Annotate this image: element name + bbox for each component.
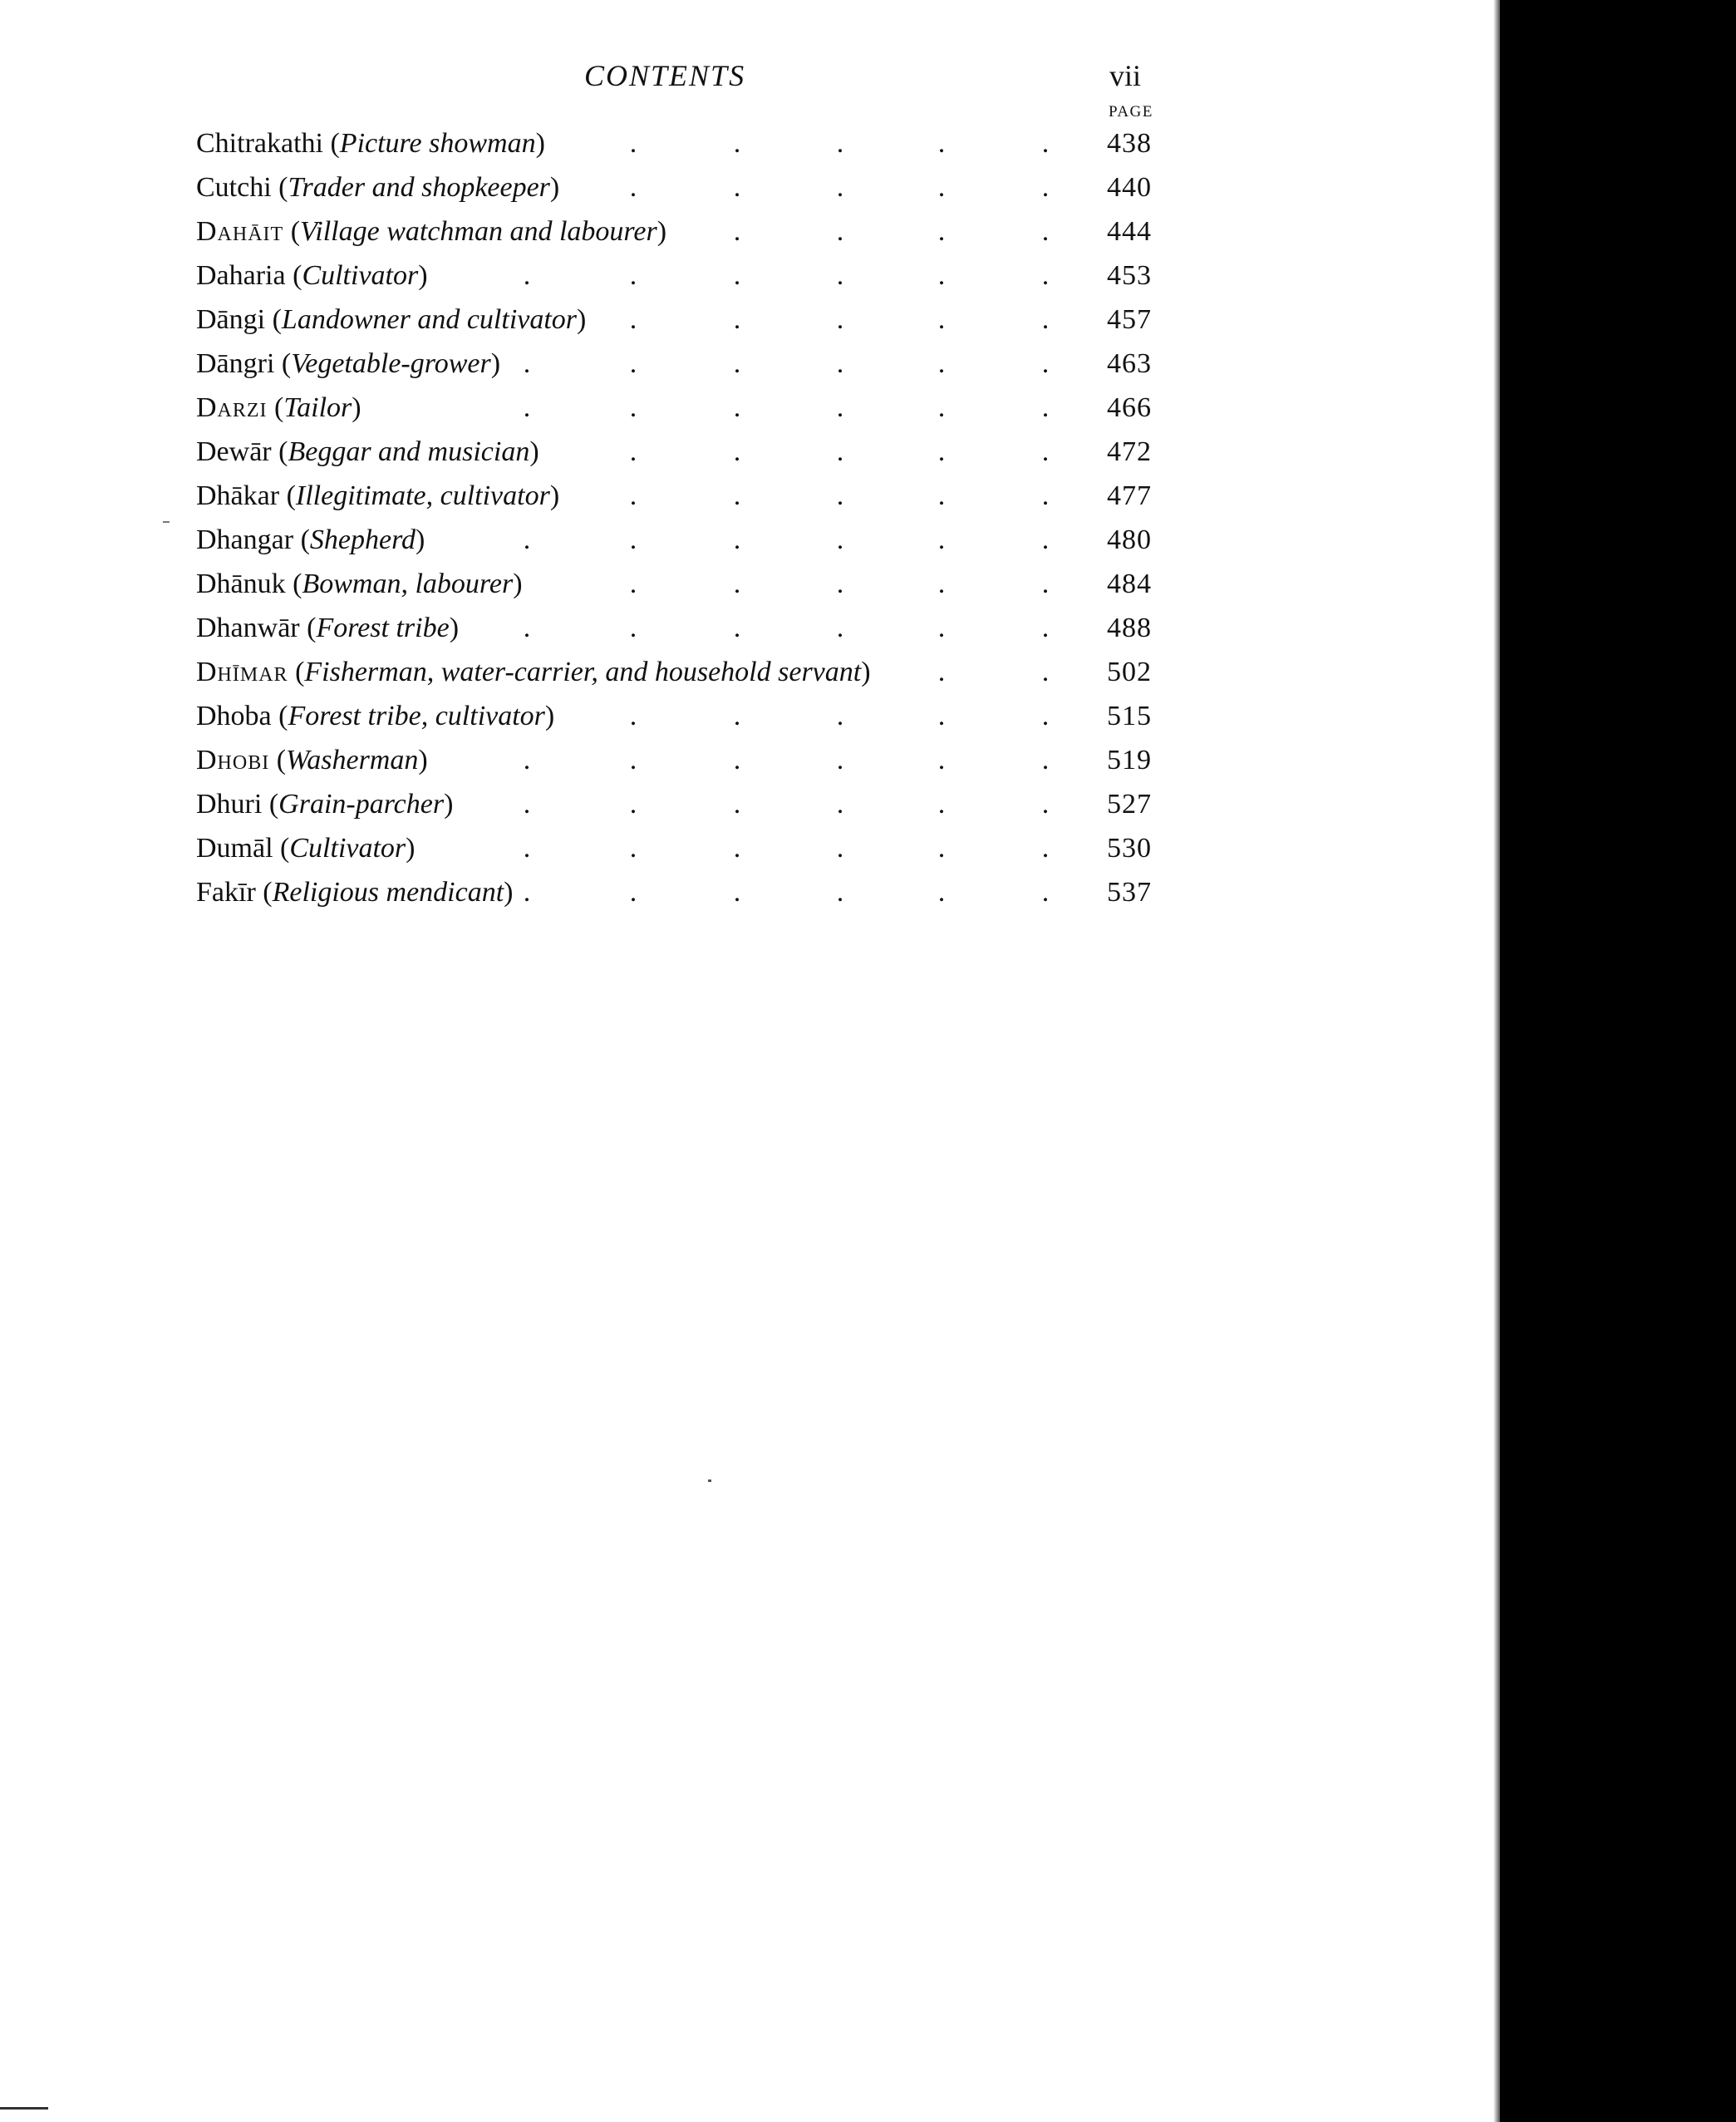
dot-leader: . — [523, 392, 531, 423]
dot-leader: . — [523, 348, 531, 379]
dot-leader: . — [937, 436, 946, 467]
dot-leader: . — [733, 569, 741, 599]
entry-page: 444 — [1107, 216, 1152, 247]
entry-description: Forest tribe, cultivator — [288, 701, 545, 731]
contents-entry: Dhākar (Illegitimate, cultivator) 477 . . . . . — [196, 474, 1160, 518]
dot-leader: . — [733, 789, 741, 820]
dot-leader: . — [937, 789, 946, 820]
entry-description: Shepherd — [309, 524, 416, 555]
margin-mark — [163, 521, 170, 523]
dot-leader: . — [937, 569, 946, 599]
dot-leader: . — [937, 657, 946, 687]
entry-page: 530 — [1107, 833, 1152, 864]
entry-name: Cutchi — [196, 172, 272, 203]
dot-leader: . — [836, 260, 844, 291]
contents-entry: Dhanwār (Forest tribe) 488 . . . . . . — [196, 606, 1160, 650]
entry-name: Dahāit — [196, 216, 284, 247]
entry-page: 502 — [1107, 657, 1152, 687]
entry-page: 515 — [1107, 701, 1152, 731]
contents-entry: Dāngri (Vegetable-grower) 463 . . . . . . — [196, 342, 1160, 386]
scan-page-edge — [1500, 0, 1736, 2122]
entry-page: 480 — [1107, 524, 1152, 555]
entry-name: Dhoba — [196, 701, 272, 731]
dot-leader: . — [836, 877, 844, 908]
entry-page: 484 — [1107, 569, 1152, 599]
stray-mark — [708, 1479, 711, 1482]
entry-description: Vegetable-grower — [291, 348, 491, 379]
entry-page: 453 — [1107, 260, 1152, 291]
entry-page: 472 — [1107, 436, 1152, 467]
dot-leader: . — [1041, 657, 1050, 687]
entry-description: Tailor — [283, 392, 352, 423]
dot-leader: . — [1041, 348, 1050, 379]
entry-name: Dewār — [196, 436, 272, 467]
dot-leader: . — [733, 128, 741, 159]
bottom-rule — [0, 2107, 48, 2110]
dot-leader: . — [836, 128, 844, 159]
dot-leader: . — [836, 392, 844, 423]
dot-leader: . — [523, 833, 531, 864]
entry-name: Dumāl — [196, 833, 273, 864]
dot-leader: . — [733, 701, 741, 731]
dot-leader: . — [629, 613, 637, 643]
dot-leader: . — [629, 745, 637, 775]
dot-leader: . — [629, 569, 637, 599]
dot-leader: . — [523, 789, 531, 820]
dot-leader: . — [1041, 260, 1050, 291]
dot-leader: . — [937, 348, 946, 379]
dot-leader: . — [1041, 613, 1050, 643]
dot-leader: . — [937, 304, 946, 335]
dot-leader: . — [523, 877, 531, 908]
entry-name: Dhīmar — [196, 657, 288, 687]
entry-description: Illegitimate, cultivator — [295, 480, 550, 511]
dot-leader: . — [629, 392, 637, 423]
entry-page: 537 — [1107, 877, 1152, 908]
dot-leader: . — [1041, 833, 1050, 864]
dot-leader: . — [937, 392, 946, 423]
entry-page: 457 — [1107, 304, 1152, 335]
contents-entry: Dhānuk (Bowman, labourer) 484 . . . . . — [196, 562, 1160, 606]
entry-description: Forest tribe — [316, 613, 450, 643]
dot-leader: . — [1041, 480, 1050, 511]
dot-leader: . — [937, 216, 946, 247]
dot-leader: . — [937, 877, 946, 908]
entry-page: 466 — [1107, 392, 1152, 423]
entry-name: Dāngi — [196, 304, 266, 335]
dot-leader: . — [937, 745, 946, 775]
dot-leader: . — [733, 304, 741, 335]
dot-leader: . — [733, 745, 741, 775]
dot-leader: . — [629, 436, 637, 467]
dot-leader: . — [836, 216, 844, 247]
entry-description: Beggar and musician — [288, 436, 530, 467]
dot-leader: . — [629, 701, 637, 731]
dot-leader: . — [629, 789, 637, 820]
dot-leader: . — [1041, 789, 1050, 820]
dot-leader: . — [733, 348, 741, 379]
dot-leader: . — [937, 613, 946, 643]
contents-entry: Fakīr (Religious mendicant) 537 . . . . . . — [196, 870, 1160, 914]
entry-description: Cultivator — [289, 833, 406, 864]
entry-name: Dhanwār — [196, 613, 300, 643]
entry-name: Dhānuk — [196, 569, 286, 599]
dot-leader: . — [1041, 392, 1050, 423]
contents-list — [196, 121, 1160, 914]
dot-leader: . — [836, 569, 844, 599]
dot-leader: . — [836, 524, 844, 555]
dot-leader: . — [733, 877, 741, 908]
dot-leader: . — [523, 260, 531, 291]
contents-entry: Dhangar (Shepherd) 480 . . . . . . — [196, 518, 1160, 562]
dot-leader: . — [629, 128, 637, 159]
running-head-page-number: vii — [1109, 59, 1142, 92]
dot-leader: . — [836, 348, 844, 379]
entry-description: Religious mendicant — [272, 877, 504, 908]
dot-leader: . — [836, 172, 844, 203]
dot-leader: . — [1041, 216, 1050, 247]
entry-name: Dhuri — [196, 789, 263, 820]
dot-leader: . — [1041, 436, 1050, 467]
contents-entry: Chitrakathi (Picture showman) 438 . . . . . — [196, 121, 1160, 165]
dot-leader: . — [629, 833, 637, 864]
dot-leader: . — [937, 172, 946, 203]
dot-leader: . — [1041, 524, 1050, 555]
entry-description: Landowner and cultivator — [281, 304, 578, 335]
contents-entry: Dāngi (Landowner and cultivator) 457 . . . . . — [196, 298, 1160, 342]
dot-leader: . — [629, 348, 637, 379]
dot-leader: . — [733, 260, 741, 291]
entry-page: 477 — [1107, 480, 1152, 511]
dot-leader: . — [523, 613, 531, 643]
dot-leader: . — [733, 436, 741, 467]
contents-entry: Dhobi (Washerman) 519 . . . . . . — [196, 738, 1160, 782]
dot-leader: . — [523, 524, 531, 555]
dot-leader: . — [836, 436, 844, 467]
entry-name: Dhangar — [196, 524, 294, 555]
entry-page: 438 — [1107, 128, 1152, 159]
entry-description: Trader and shopkeeper — [288, 172, 550, 203]
entry-page: 463 — [1107, 348, 1152, 379]
dot-leader: . — [733, 613, 741, 643]
entry-name: Chitrakathi — [196, 128, 323, 159]
dot-leader: . — [1041, 172, 1050, 203]
contents-entry: Dahāit (Village watchman and labourer) 444 . . . . — [196, 209, 1160, 254]
entry-name: Dhākar — [196, 480, 280, 511]
dot-leader: . — [1041, 128, 1050, 159]
dot-leader: . — [836, 613, 844, 643]
contents-entry: Dhoba (Forest tribe, cultivator) 515 . . . . . — [196, 694, 1160, 738]
dot-leader: . — [629, 304, 637, 335]
dot-leader: . — [836, 745, 844, 775]
dot-leader: . — [1041, 701, 1050, 731]
dot-leader: . — [629, 480, 637, 511]
dot-leader: . — [937, 524, 946, 555]
entry-page: 440 — [1107, 172, 1152, 203]
entry-description: Grain-parcher — [278, 789, 445, 820]
entry-name: Darzi — [196, 392, 268, 423]
entry-page: 488 — [1107, 613, 1152, 643]
dot-leader: . — [1041, 569, 1050, 599]
contents-entry: Dewār (Beggar and musician) 472 . . . . . — [196, 430, 1160, 474]
contents-entry: Dhīmar (Fisherman, water-carrier, and household servant) 502 . . — [196, 650, 1160, 694]
dot-leader: . — [836, 701, 844, 731]
dot-leader: . — [937, 833, 946, 864]
dot-leader: . — [937, 128, 946, 159]
dot-leader: . — [836, 304, 844, 335]
contents-entry: Cutchi (Trader and shopkeeper) 440 . . . . . — [196, 165, 1160, 209]
entry-page: 519 — [1107, 745, 1152, 775]
dot-leader: . — [733, 524, 741, 555]
dot-leader: . — [523, 745, 531, 775]
dot-leader: . — [733, 172, 741, 203]
page-column-label: PAGE — [1109, 103, 1153, 121]
dot-leader: . — [733, 833, 741, 864]
entry-name: Daharia — [196, 260, 286, 291]
entry-description: Fisherman, water-carrier, and household servant — [304, 657, 862, 687]
contents-entry: Dumāl (Cultivator) 530 . . . . . . — [196, 826, 1160, 870]
dot-leader: . — [1041, 304, 1050, 335]
contents-entry: Darzi (Tailor) 466 . . . . . . — [196, 386, 1160, 430]
dot-leader: . — [1041, 745, 1050, 775]
dot-leader: . — [629, 260, 637, 291]
dot-leader: . — [733, 480, 741, 511]
entry-description: Picture showman — [339, 128, 536, 159]
contents-entry: Daharia (Cultivator) 453 . . . . . . — [196, 254, 1160, 298]
entry-description: Village watchman and labourer — [300, 216, 657, 247]
entry-name: Dāngri — [196, 348, 275, 379]
running-head-title: CONTENTS — [584, 59, 746, 92]
entry-description: Washerman — [286, 745, 419, 775]
dot-leader: . — [836, 833, 844, 864]
contents-entry: Dhuri (Grain-parcher) 527 . . . . . . — [196, 782, 1160, 826]
entry-name: Fakīr — [196, 877, 256, 908]
entry-page: 527 — [1107, 789, 1152, 820]
dot-leader: . — [629, 877, 637, 908]
dot-leader: . — [629, 172, 637, 203]
dot-leader: . — [1041, 877, 1050, 908]
dot-leader: . — [733, 392, 741, 423]
dot-leader: . — [836, 480, 844, 511]
entry-name: Dhobi — [196, 745, 270, 775]
entry-description: Bowman, labourer — [302, 569, 514, 599]
dot-leader: . — [836, 789, 844, 820]
entry-description: Cultivator — [302, 260, 419, 291]
dot-leader: . — [937, 260, 946, 291]
dot-leader: . — [629, 524, 637, 555]
dot-leader: . — [937, 480, 946, 511]
dot-leader: . — [733, 216, 741, 247]
dot-leader: . — [937, 701, 946, 731]
